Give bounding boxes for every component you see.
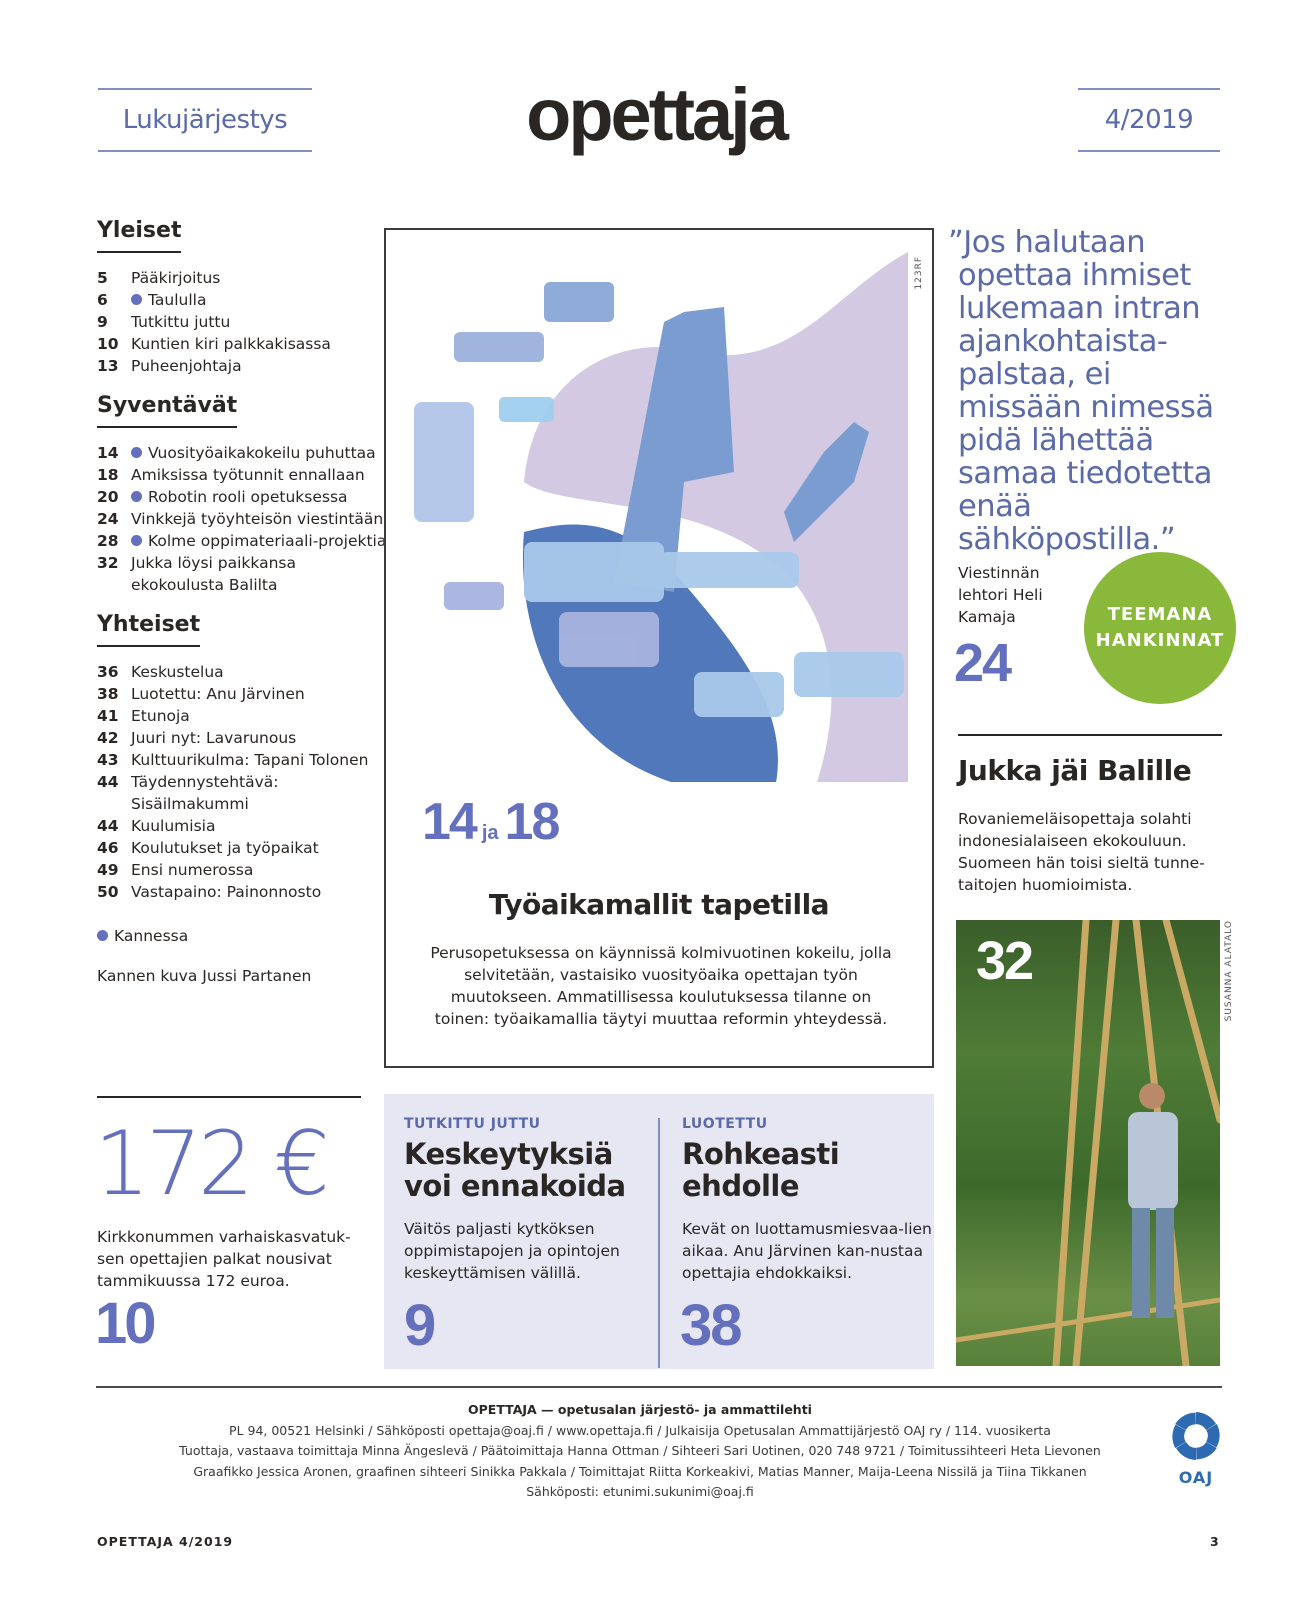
toc-entry-text: Puheenjohtaja: [131, 357, 242, 375]
toc-entry[interactable]: [97, 859, 387, 881]
folio-page-number: 3: [1210, 1534, 1219, 1549]
toc-entry-text: Luotettu: Anu Järvinen: [131, 685, 305, 703]
colophon: [140, 1400, 1140, 1503]
cover-story-title[interactable]: Työaikamallit tapetilla: [488, 888, 830, 921]
toc-entry-label: [131, 486, 387, 508]
page-joiner: ja: [481, 822, 499, 844]
toc-entry-label: [131, 289, 387, 311]
divider: [97, 1096, 361, 1098]
toc-entry-label: [131, 530, 387, 552]
panel-title[interactable]: Rohkeasti ehdolle: [682, 1137, 840, 1203]
toc-entry-text: Keskustelua: [131, 663, 224, 681]
toc-page-number: 10: [97, 335, 119, 353]
toc-entry[interactable]: [97, 311, 387, 333]
toc-section-heading: Yhteiset: [97, 612, 200, 647]
bali-photo: [956, 920, 1220, 1366]
toc-section: [97, 612, 387, 903]
quote-attribution: Viestinnän lehtori Heli Kamaja: [958, 564, 1043, 626]
bali-story-title[interactable]: Jukka jäi Balille: [958, 754, 1192, 787]
toc-entry-text: Kuulumisia: [131, 817, 216, 835]
cover-dot-icon: [131, 447, 142, 458]
toc-entry-label: [131, 311, 387, 333]
toc-section-heading: Yleiset: [97, 218, 181, 253]
colophon-line: Graafikko Jessica Aronen, graafinen sihteeri Sinikka Pakkala / Toimittajat Riitta Korkeakivi, Matias Manner, Maija-Leena Nissilä ja Tiina Tikkanen: [193, 1463, 1087, 1479]
toc-page-number: 9: [97, 313, 108, 331]
speech-bubble: [524, 542, 664, 602]
toc-page-number: 28: [97, 532, 119, 550]
theme-badge-line1: TEEMANA: [1107, 604, 1213, 625]
toc-entry[interactable]: [97, 552, 387, 596]
panel-description: Väitös paljasti kytköksen oppimistapojen ja opintojen keskeyttämisen välillä.: [404, 1220, 620, 1282]
toc-entry-text: Ensi numerossa: [131, 861, 254, 879]
colophon-title: OPETTAJA — opetusalan järjestö- ja ammattilehti: [468, 1402, 812, 1417]
toc-entry-text: Täydennystehtävä: Sisäilmakummi: [131, 773, 279, 813]
quote-text: ”Jos halutaan opettaa ihmiset lukemaan intran ajankohtaista-palstaa, ei missään nimessä pidä lähettää samaa tiedotetta enää sähköpostilla.”: [948, 225, 1214, 557]
table-of-contents: [97, 218, 387, 985]
toc-page-number: 6: [97, 291, 108, 309]
page-number-b[interactable]: 18: [504, 793, 559, 851]
speech-bubble: [444, 582, 504, 610]
bali-page-number[interactable]: 32: [976, 931, 1033, 991]
oaj-logo: [1166, 1410, 1226, 1487]
panel-divider: [658, 1118, 660, 1368]
toc-page-number: 46: [97, 839, 119, 857]
toc-entry-text: Kulttuurikulma: Tapani Tolonen: [131, 751, 369, 769]
toc-entry-label: [131, 661, 387, 683]
divider: [958, 734, 1222, 736]
oaj-logo-text: OAJ: [1178, 1468, 1214, 1487]
photo-credit: SUSANNA ALATALO: [1224, 920, 1234, 1022]
salary-page-number[interactable]: 10: [95, 1291, 154, 1356]
cover-dot-icon: [131, 294, 142, 305]
toc-entry-text: Robotin rooli opetuksessa: [148, 488, 348, 506]
toc-page-number: 24: [97, 510, 119, 528]
toc-section-heading: Syventävät: [97, 393, 237, 428]
cover-page-numbers[interactable]: [422, 792, 558, 852]
theme-badge-line2: HANKINNAT: [1095, 630, 1225, 651]
toc-entry-text: Pääkirjoitus: [131, 269, 221, 287]
toc-entry-text: Vinkkejä työyhteisön viestintään: [131, 510, 384, 528]
toc-entry[interactable]: [97, 486, 387, 508]
toc-entry[interactable]: [97, 333, 387, 355]
toc-entry-label: [131, 683, 387, 705]
speech-bubble: [414, 402, 474, 522]
toc-entry[interactable]: [97, 267, 387, 289]
toc-entry-label: [131, 859, 387, 881]
toc-section: [97, 393, 387, 596]
toc-entry[interactable]: [97, 881, 387, 903]
toc-entry-label: [131, 881, 387, 903]
quote-page-number[interactable]: 24: [954, 633, 1011, 693]
toc-entry-text: Taululla: [148, 291, 207, 309]
toc-page-number: 13: [97, 357, 119, 375]
toc-entry-label: [131, 771, 387, 815]
toc-entry[interactable]: [97, 289, 387, 311]
toc-page-number: 50: [97, 883, 119, 901]
toc-entry-label: [131, 837, 387, 859]
toc-page-number: 20: [97, 488, 119, 506]
panel-title[interactable]: Keskeytyksiä voi ennakoida: [404, 1137, 626, 1203]
toc-entry-label: [131, 442, 387, 464]
masthead-logo: opettaja: [526, 73, 786, 156]
toc-page-number: 42: [97, 729, 119, 747]
speech-bubble: [794, 652, 904, 697]
folio-publication: OPETTAJA 4/2019: [97, 1534, 234, 1549]
colophon-line: Tuottaja, vastaava toimittaja Minna Ängeslevä / Päätoimittaja Hanna Ottman / Sihteeri Sari Uotinen, 020 748 9721 / Toimitussihteeri Heta Lievonen: [179, 1443, 1101, 1458]
speech-bubble: [694, 672, 784, 717]
toc-page-number: 18: [97, 466, 119, 484]
toc-entry-text: Tutkittu juttu: [131, 313, 231, 331]
toc-entry[interactable]: [97, 705, 387, 727]
toc-entry-text: Kolme oppimateriaali-projektia: [148, 532, 387, 550]
cover-photo-credit: Kannen kuva Jussi Partanen: [97, 967, 312, 985]
speech-bubble: [659, 552, 799, 588]
panel-description: Kevät on luottamusmiesvaa-lien aikaa. Anu Järvinen kan-nustaa opettajia ehdokkaiksi.: [682, 1220, 932, 1282]
cover-story-description: Perusopetuksessa on käynnissä kolmivuotinen kokeilu, jolla selvitetään, vastaisiko vuosityöaika opettajan työn muutokseen. Ammatillisessa koulutuksessa tilanne on toinen: työaikamallia täytyi muuttaa reformin yhteydessä.: [430, 944, 892, 1028]
toc-entry-text: Jukka löysi paikkansa ekokoulusta Balilta: [131, 554, 296, 594]
toc-page-number: 36: [97, 663, 119, 681]
toc-entry[interactable]: [97, 749, 387, 771]
speech-bubble: [544, 282, 614, 322]
toc-entry[interactable]: [97, 355, 387, 377]
toc-entry-label: [131, 355, 387, 377]
bali-story-description: Rovaniemeläisopettaja solahti indonesialaiseen ekokouluun. Suomeen hän toisi sieltä tunne-taitojen huomioimista.: [958, 810, 1205, 894]
toc-entry-label: [131, 464, 387, 486]
toc-entry-text: Koulutukset ja työpaikat: [131, 839, 319, 857]
colophon-line: Sähköposti: etunimi.sukunimi@oaj.fi: [526, 1484, 754, 1499]
toc-entry[interactable]: [97, 464, 387, 486]
toc-entry[interactable]: [97, 683, 387, 705]
kicker: TUTKITTU JUTTU: [404, 1116, 541, 1132]
pull-quote: [948, 226, 1228, 556]
salary-figure: 172 €: [94, 1112, 326, 1215]
footer-divider: [96, 1386, 1222, 1388]
page-number-a[interactable]: 14: [422, 793, 476, 851]
toc-page-number: 14: [97, 444, 119, 462]
toc-entry-label: [131, 508, 387, 530]
toc-entry-text: Vastapaino: Painonnosto: [131, 883, 322, 901]
image-credit: 123RF: [914, 256, 924, 290]
toc-entry-label: [131, 552, 387, 596]
toc-page-number: 43: [97, 751, 119, 769]
toc-entry-label: [131, 267, 387, 289]
toc-page-number: 41: [97, 707, 119, 725]
toc-entry[interactable]: [97, 442, 387, 464]
toc-entry[interactable]: [97, 815, 387, 837]
toc-entry-text: Kuntien kiri palkkakisassa: [131, 335, 331, 353]
cover-story-box[interactable]: [384, 228, 934, 1068]
speech-bubble: [499, 397, 554, 422]
panel-page-number[interactable]: 9: [404, 1293, 435, 1358]
toc-entry-label: [131, 749, 387, 771]
toc-page-number: 44: [97, 817, 119, 835]
toc-page-number: 5: [97, 269, 108, 287]
panel-story-research[interactable]: [404, 1116, 654, 1284]
feature-panel: [384, 1094, 934, 1369]
toc-page-number: 38: [97, 685, 119, 703]
cover-dot-icon: [97, 930, 108, 941]
colophon-line: PL 94, 00521 Helsinki / Sähköposti opettaja@oaj.fi / www.opettaja.fi / Julkaisija Opetusalan Ammattijärjestö OAJ ry / 114. vuosikerta: [229, 1422, 1051, 1438]
toc-entry[interactable]: [97, 530, 387, 552]
issue-number: 4/2019: [1078, 88, 1220, 152]
toc-page-number: 44: [97, 773, 119, 791]
toc-entry-label: [131, 333, 387, 355]
toc-entry-label: [131, 705, 387, 727]
toc-page-number: 32: [97, 554, 119, 572]
toc-entry[interactable]: [97, 837, 387, 859]
toc-entry-label: [131, 815, 387, 837]
toc-entry-text: Juuri nyt: Lavarunous: [131, 729, 297, 747]
kicker: LUOTETTU: [682, 1116, 768, 1132]
speech-bubble: [454, 332, 544, 362]
toc-entry-text: Etunoja: [131, 707, 190, 725]
toc-entry[interactable]: [97, 661, 387, 683]
salary-description: Kirkkonummen varhaiskasvatuk-sen opettajien palkat nousivat tammikuussa 172 euroa.: [97, 1228, 351, 1290]
toc-entry[interactable]: [97, 771, 387, 815]
panel-story-luotettu[interactable]: [682, 1116, 932, 1284]
legend-label: Kannessa: [114, 927, 189, 945]
toc-entry-text: Vuosityöaikakokeilu puhuttaa: [148, 444, 376, 462]
toc-section: [97, 218, 387, 377]
theme-badge: [1084, 552, 1236, 704]
toc-page-number: 49: [97, 861, 119, 879]
toc-entry-text: Amiksissa työtunnit ennallaan: [131, 466, 365, 484]
toc-entry-label: [131, 727, 387, 749]
toc-entry[interactable]: [97, 508, 387, 530]
cover-dot-icon: [131, 535, 142, 546]
oaj-swirl-icon: [1170, 1410, 1222, 1462]
cover-illustration: [414, 252, 908, 782]
cover-dot-icon: [131, 491, 142, 502]
panel-page-number[interactable]: 38: [680, 1293, 741, 1358]
toc-entry[interactable]: [97, 727, 387, 749]
speech-bubble: [559, 612, 659, 667]
person-figure: [1128, 1083, 1178, 1318]
section-label: Lukujärjestys: [98, 88, 312, 152]
cover-legend: [97, 927, 387, 945]
